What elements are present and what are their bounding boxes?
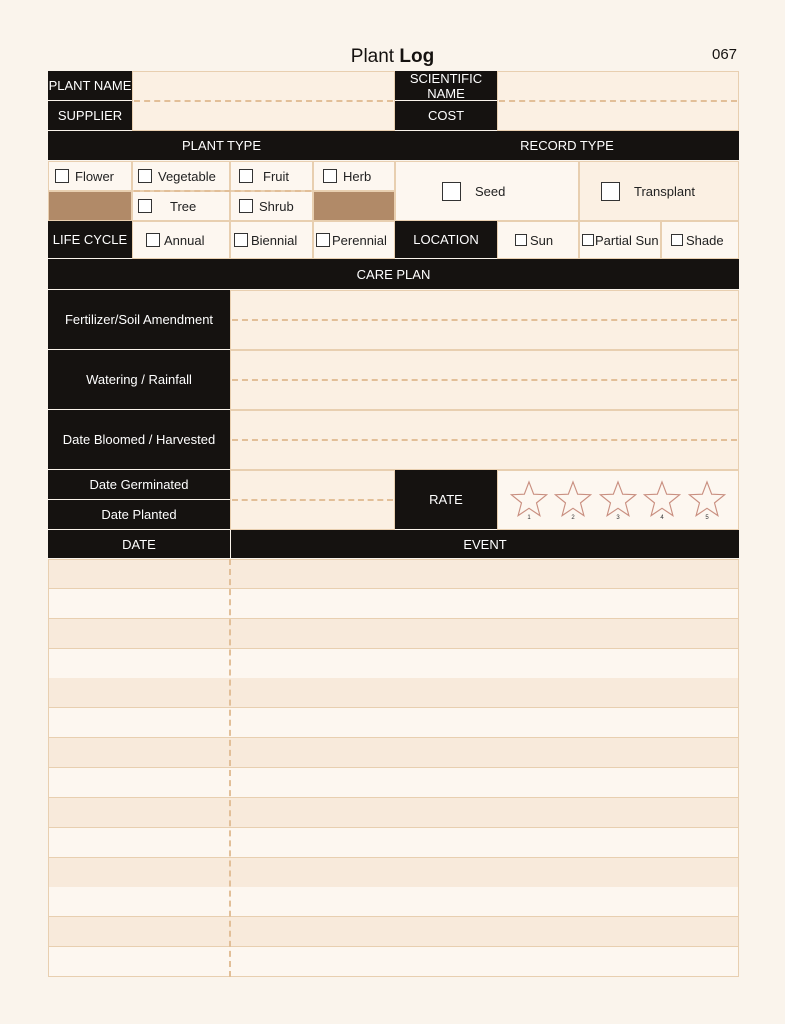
option-label: Vegetable bbox=[158, 168, 216, 184]
option-label: Perennial bbox=[332, 232, 387, 248]
record-type-heading: RECORD TYPE bbox=[395, 131, 739, 161]
supplier-label: SUPPLIER bbox=[48, 101, 132, 131]
checkbox-icon[interactable] bbox=[582, 234, 594, 246]
option-label: Tree bbox=[170, 198, 197, 214]
bloomed-harvested-label: Date Bloomed / Harvested bbox=[48, 410, 230, 470]
date-planted-label: Date Planted bbox=[48, 500, 230, 530]
option-label: Partial Sun bbox=[595, 232, 659, 248]
option-herb[interactable] bbox=[313, 161, 395, 191]
location-label: LOCATION bbox=[395, 221, 497, 259]
option-label: Herb bbox=[343, 168, 372, 184]
option-perennial[interactable] bbox=[313, 221, 395, 259]
care-plan-heading: CARE PLAN bbox=[48, 259, 739, 290]
plant-type-heading: PLANT TYPE bbox=[48, 131, 395, 161]
dash-line bbox=[232, 439, 737, 441]
option-shrub[interactable] bbox=[230, 191, 313, 221]
life-cycle-label: LIFE CYCLE bbox=[48, 221, 132, 259]
checkbox-icon[interactable] bbox=[601, 182, 620, 201]
star-icon[interactable] bbox=[642, 480, 682, 521]
tan-cell bbox=[48, 191, 132, 221]
dash-line bbox=[232, 379, 737, 381]
title-bold: Log bbox=[399, 46, 435, 67]
dash-line bbox=[134, 100, 393, 102]
star-icon[interactable] bbox=[687, 480, 727, 521]
star-icon[interactable] bbox=[553, 480, 593, 521]
option-vegetable[interactable] bbox=[132, 161, 230, 191]
checkbox-icon[interactable] bbox=[323, 169, 337, 183]
date-column-header: DATE bbox=[48, 530, 230, 559]
option-annual[interactable] bbox=[132, 221, 230, 259]
option-label: Biennial bbox=[251, 232, 298, 248]
checkbox-icon[interactable] bbox=[515, 234, 527, 246]
option-flower[interactable] bbox=[48, 161, 132, 191]
dash-line bbox=[499, 100, 737, 102]
rate-label: RATE bbox=[395, 470, 497, 530]
checkbox-icon[interactable] bbox=[55, 169, 69, 183]
option-label: Flower bbox=[75, 168, 115, 184]
star-number: 5 bbox=[705, 515, 709, 521]
checkbox-icon[interactable] bbox=[234, 233, 248, 247]
option-label: Sun bbox=[530, 232, 554, 248]
star-number: 1 bbox=[527, 515, 531, 521]
option-label: Shrub bbox=[259, 198, 294, 214]
checkbox-icon[interactable] bbox=[138, 199, 152, 213]
event-column-header: EVENT bbox=[230, 530, 739, 559]
checkbox-icon[interactable] bbox=[239, 199, 253, 213]
checkbox-icon[interactable] bbox=[316, 233, 330, 247]
option-seed[interactable] bbox=[395, 161, 579, 221]
date-germinated-label: Date Germinated bbox=[48, 470, 230, 500]
tan-cell bbox=[313, 191, 395, 221]
option-label: Shade bbox=[686, 232, 724, 248]
option-label: Fruit bbox=[263, 168, 289, 184]
checkbox-icon[interactable] bbox=[671, 234, 683, 246]
dash-line bbox=[232, 499, 393, 501]
option-biennial[interactable] bbox=[230, 221, 313, 259]
option-tree[interactable] bbox=[132, 191, 230, 221]
watering-label: Watering / Rainfall bbox=[48, 350, 230, 410]
dash-line bbox=[232, 319, 737, 321]
option-label: Annual bbox=[164, 232, 205, 248]
option-shade[interactable] bbox=[661, 221, 739, 259]
star-number: 2 bbox=[571, 515, 575, 521]
page-number: 067 bbox=[712, 46, 738, 63]
option-fruit[interactable] bbox=[230, 161, 313, 191]
star-icon[interactable] bbox=[509, 480, 549, 521]
plant-name-label: PLANT NAME bbox=[48, 71, 132, 101]
option-transplant[interactable] bbox=[579, 161, 739, 221]
star-number: 3 bbox=[616, 515, 620, 521]
option-label: Transplant bbox=[634, 183, 695, 199]
dash-line bbox=[134, 190, 311, 192]
option-label: Seed bbox=[475, 183, 506, 199]
star-icon[interactable] bbox=[598, 480, 638, 521]
checkbox-icon[interactable] bbox=[146, 233, 160, 247]
scientific-name-label: SCIENTIFIC NAME bbox=[395, 71, 497, 101]
title-prefix: Plant bbox=[350, 46, 395, 67]
log-table-border bbox=[48, 559, 739, 977]
option-partial-sun[interactable] bbox=[579, 221, 661, 259]
fertilizer-label: Fertilizer/Soil Amendment bbox=[48, 290, 230, 350]
star-number: 4 bbox=[660, 515, 664, 521]
column-divider bbox=[229, 559, 231, 977]
checkbox-icon[interactable] bbox=[138, 169, 152, 183]
option-sun[interactable] bbox=[497, 221, 579, 259]
page-title bbox=[0, 46, 785, 68]
checkbox-icon[interactable] bbox=[239, 169, 253, 183]
checkbox-icon[interactable] bbox=[442, 182, 461, 201]
cost-label: COST bbox=[395, 101, 497, 131]
